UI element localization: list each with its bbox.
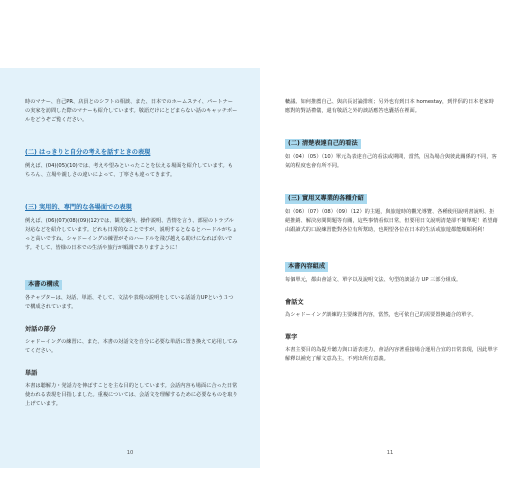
- left-section3-body: 例えば、(06)(07)(08)(09)(12)では、観光案内、操作説明、苦情を言う、部屋のトラブル対応などを紹介しています。どれも日常的なことですが、説明するとなるとハードルがちょっと高いですね。シャドーイングの練習がそのハードルを飛び越える助けになれば幸いです。そして、皆様の日本での生活や旅行が順調でありますように！: [25, 218, 238, 251]
- right-structure-heading: 本書內容組成: [285, 262, 328, 272]
- left-section2-heading: (二) はっきりと自分の考えを話すときの表現: [25, 149, 151, 156]
- right-dialogue-heading: 會話文: [285, 299, 304, 306]
- right-section2-heading: (二) 清楚表達自己的看法: [285, 139, 361, 149]
- right-dialogue-body: 為シャドーイング訓練的主要練習內容，當然，也可依自己的需要置換適合的單字。: [285, 312, 477, 318]
- right-section3-heading: (三) 實用又專業的各種介紹: [285, 194, 367, 204]
- right-vocab-body: 本書主要目的為提升聽力與口語表達力，會話內容著重接場合運用合宜的日常表現，因此單字解釋以補充了解文意為主，不列出所有意義。: [285, 347, 498, 362]
- left-page-japanese: [0, 68, 260, 468]
- right-intro-paragraph: 轆議、如何推薦自己、與店長討論排班；另外也有到日本 homestay，到伴侶的日本老家時應對的對話禮儀，還有敬語之外的談話應答也囊括在裡面。: [285, 99, 494, 114]
- left-structure-heading: 本書の構成: [25, 280, 62, 290]
- left-structure-body: 各チャプターは、対話、単語、そして、文法や表現の説明をしている話話力UPという３つで構成されています。: [25, 295, 234, 310]
- right-page-chinese: [260, 68, 520, 468]
- right-section2-body: 如（04）（05）（10）單元為表達自己的看法或期間，當然，因為場合與彼此關係的不同，客氣的程度也會有所不同。: [285, 154, 497, 169]
- left-section3-heading: (三) 実用的、専門的な各場面での表現: [25, 204, 132, 211]
- left-dialogue-heading: 対話の部分: [25, 326, 56, 333]
- left-dialogue-body: シャドーイングの練習に、また、本書の対話文を自分に必要な単語に置き換えて応用してみてください。: [25, 339, 238, 354]
- left-vocab-heading: 単語: [25, 370, 38, 377]
- left-section2-body: 例えば、(04)(05)(10)では、考えや望みといったことを伝える場面を紹介しています。もちろん、立場や親しさの違いによって、丁寧さも違ってきます。: [25, 163, 233, 178]
- left-page-number: 10: [126, 450, 134, 456]
- right-structure-body: 每個單元，都由會話文、單字以及說明文法、句型的談話力 UP 三部分組成。: [285, 277, 462, 283]
- left-vocab-body: 本書は聴解力・発話力を伸ばすことを主な目的としています。会話内容も場面に合った日常使われる表現を目指しました。重複については、会話文を理解するために必要なものを取り上げています。: [25, 383, 238, 407]
- right-vocab-heading: 單字: [285, 334, 298, 341]
- right-page-number: 11: [386, 450, 394, 456]
- right-section3-body: 如（06）（07）（08）（09）（12）的主題，與旅遊時的觀光導覽、各種使用說明書說明、拒絕推銷、解決房間問題等有關，這些事情看似日常，但要用日文說明清楚卻不簡單呢！希望藉由跟讀式的口說練習能對各位有所幫助，也期望各位在日本的生活或旅遊都能順順利利！: [285, 209, 498, 233]
- left-intro-paragraph: 時のマナー、自己PR、店員とのシフトの相談、また、日本でのホームステイ、パートナーの実家を訪問した際のマナーも紹介しています。敬語だけにとどまらない話のキャッチボールをどうぞご覧ください。: [25, 99, 238, 123]
